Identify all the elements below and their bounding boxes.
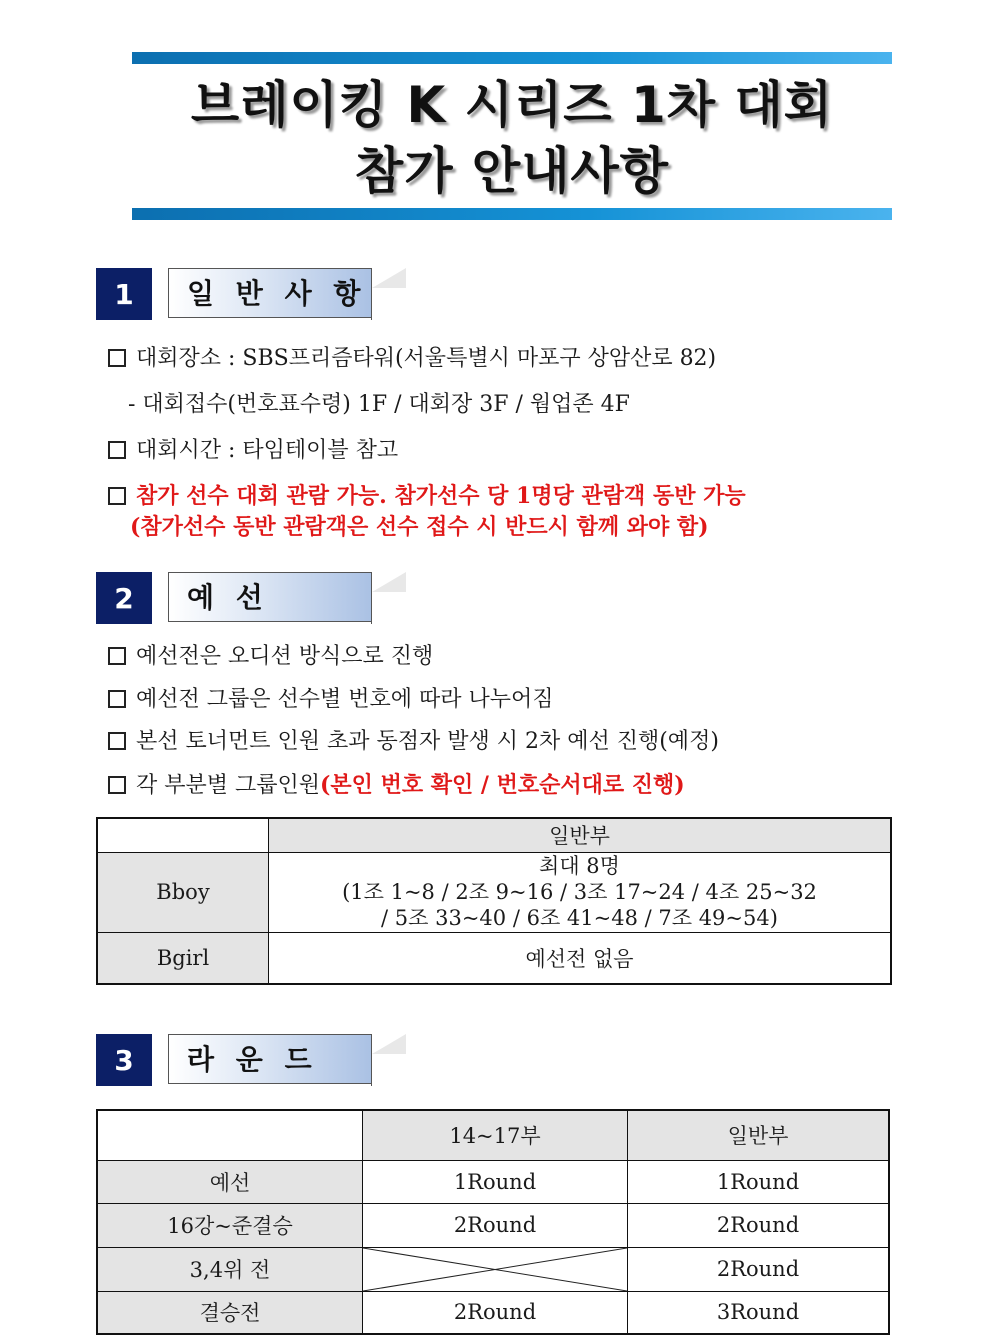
checkbox-square-icon bbox=[108, 647, 126, 665]
checkbox-square-icon bbox=[108, 732, 126, 750]
section-3-label bbox=[168, 1034, 406, 1084]
bgirl-groups-cell: 예선전 없음 bbox=[269, 932, 892, 984]
section-1-number: 1 bbox=[96, 268, 152, 320]
table-row bbox=[97, 1160, 889, 1203]
section-3-label-text: 라 운 드 bbox=[187, 1043, 318, 1076]
rounds-header-blank bbox=[97, 1110, 363, 1160]
round-label-cell: 3,4위 전 bbox=[97, 1247, 363, 1291]
header-blank-cell bbox=[97, 818, 269, 852]
header-general-cell: 일반부 bbox=[269, 818, 892, 852]
prelim-item-1 bbox=[108, 642, 433, 672]
folded-corner-icon bbox=[371, 572, 406, 624]
round-general-cell: 2Round bbox=[628, 1203, 890, 1247]
checkbox-square-icon bbox=[108, 349, 126, 367]
prelim-item-2 bbox=[108, 685, 554, 715]
prelim-item-3 bbox=[108, 727, 719, 757]
bboy-groups-line1: (1조 1~8 / 2조 9~16 / 3조 17~24 / 4조 25~32 bbox=[342, 880, 817, 904]
section-2-label-text: 예 선 bbox=[187, 581, 269, 614]
bboy-groups-cell bbox=[269, 852, 892, 932]
time-text: 대회시간 : 타임테이블 참고 bbox=[136, 438, 399, 463]
cross-out-icon bbox=[363, 1248, 627, 1291]
rounds-table bbox=[96, 1109, 890, 1335]
round-general-cell: 1Round bbox=[628, 1160, 890, 1203]
section-3-number: 3 bbox=[96, 1034, 152, 1086]
prelim-item-2-text: 예선전 그룹은 선수별 번호에 따라 나누어짐 bbox=[136, 687, 554, 712]
venue-text: 대회장소 : SBS프리즘타워(서울특별시 마포구 상암산로 82) bbox=[136, 346, 717, 371]
notice-item bbox=[108, 481, 746, 512]
prelim-item-4 bbox=[108, 770, 685, 801]
bboy-max: 최대 8명 bbox=[539, 854, 620, 878]
folded-corner-icon bbox=[371, 1034, 406, 1086]
round-youth-cell: 2Round bbox=[363, 1203, 628, 1247]
notice-text-line2: (참가선수 동반 관람객은 선수 접수 시 반드시 함께 와야 함) bbox=[130, 514, 709, 540]
notice-text-line1: 참가 선수 대회 관람 가능. 참가선수 당 1명당 관람객 동반 가능 bbox=[136, 483, 746, 509]
venue-item bbox=[108, 344, 716, 374]
section-2-label bbox=[168, 572, 406, 622]
section-1-label-text: 일 반 사 항 bbox=[187, 277, 367, 310]
table-row bbox=[97, 852, 891, 932]
round-general-cell: 2Round bbox=[628, 1247, 890, 1291]
section-1-label bbox=[168, 268, 406, 318]
prelim-item-4-red-text: (본인 번호 확인 / 번호순서대로 진행) bbox=[320, 772, 685, 798]
bboy-label-cell: Bboy bbox=[97, 852, 269, 932]
title-bottom-bar bbox=[132, 208, 892, 220]
prelim-item-1-text: 예선전은 오디션 방식으로 진행 bbox=[136, 644, 434, 669]
page-title-line1: 브레이킹 K 시리즈 1차 대회 bbox=[190, 76, 834, 134]
prelim-item-3-text: 본선 토너먼트 인원 초과 동점자 발생 시 2차 예선 진행(예정) bbox=[136, 729, 719, 754]
section-2-number: 2 bbox=[96, 572, 152, 624]
bgirl-label-cell: Bgirl bbox=[97, 932, 269, 984]
folded-corner-icon bbox=[371, 268, 406, 320]
time-item bbox=[108, 436, 398, 466]
checkbox-square-icon bbox=[108, 690, 126, 708]
round-youth-cell: 1Round bbox=[363, 1160, 628, 1203]
prelim-group-table bbox=[96, 817, 892, 985]
bboy-groups-line2: / 5조 33~40 / 6조 41~48 / 7조 49~54) bbox=[381, 906, 778, 930]
table-row bbox=[97, 1291, 889, 1334]
round-label-cell: 16강~준결승 bbox=[97, 1203, 363, 1247]
table-row bbox=[97, 932, 891, 984]
round-label-cell: 결승전 bbox=[97, 1291, 363, 1334]
rounds-header-general: 일반부 bbox=[628, 1110, 890, 1160]
round-youth-cell-crossed bbox=[363, 1247, 628, 1291]
floors-text: - 대회접수(번호표수령) 1F / 대회장 3F / 웜업존 4F bbox=[128, 392, 630, 417]
page-title-line2: 참가 안내사항 bbox=[354, 142, 670, 200]
floors-item bbox=[128, 390, 630, 420]
page-title bbox=[132, 72, 892, 204]
checkbox-square-icon bbox=[108, 776, 126, 794]
table-row bbox=[97, 818, 891, 852]
rounds-header-youth: 14~17부 bbox=[363, 1110, 628, 1160]
round-youth-cell: 2Round bbox=[363, 1291, 628, 1334]
prelim-item-4-text: 각 부분별 그룹인원 bbox=[136, 773, 321, 798]
table-row bbox=[97, 1110, 889, 1160]
round-label-cell: 예선 bbox=[97, 1160, 363, 1203]
table-row bbox=[97, 1247, 889, 1291]
checkbox-square-icon bbox=[108, 441, 126, 459]
title-top-bar bbox=[132, 52, 892, 64]
round-general-cell: 3Round bbox=[628, 1291, 890, 1334]
table-row bbox=[97, 1203, 889, 1247]
checkbox-square-icon bbox=[108, 487, 126, 505]
